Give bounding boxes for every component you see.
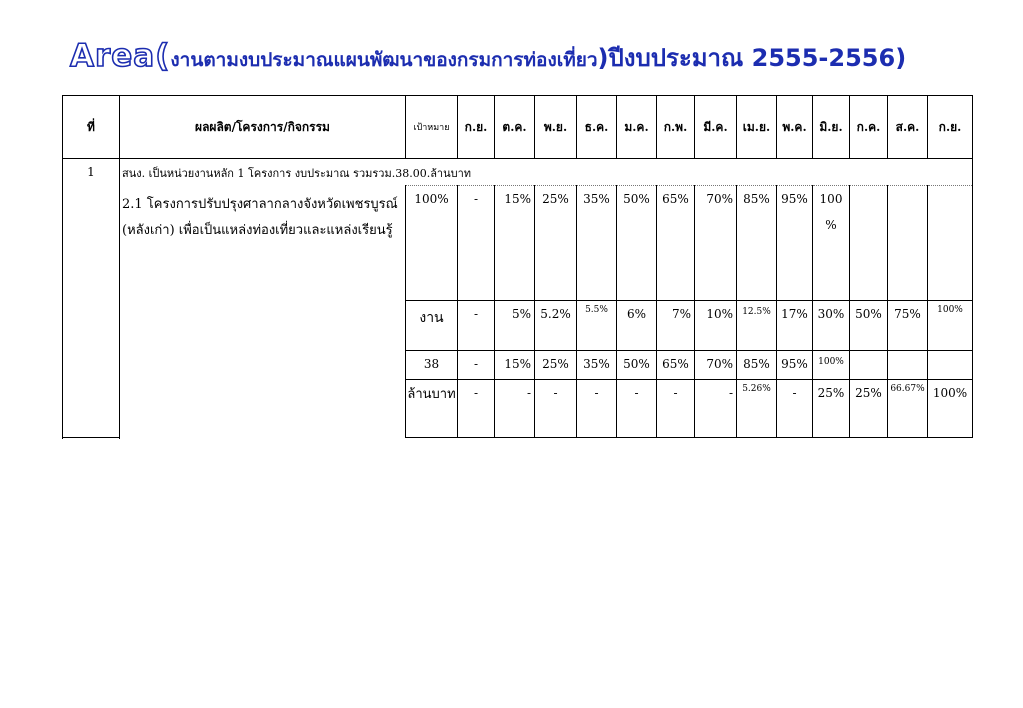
value-cell: 70%	[695, 351, 737, 380]
value-cell: -	[577, 380, 617, 438]
value-cell: 50%	[850, 301, 888, 351]
summary-row	[63, 159, 973, 186]
value-cell: -	[458, 301, 495, 351]
value-cell: -	[777, 380, 813, 438]
value-cell: -	[458, 380, 495, 438]
value-cell: 100 %	[813, 186, 850, 301]
value-cell: 5.2%	[535, 301, 577, 351]
value-cell: -	[535, 380, 577, 438]
value-cell: 30%	[813, 301, 850, 351]
value-cell: 5.5%	[577, 301, 617, 351]
value-cell: 100%	[813, 351, 850, 380]
header-month: มี.ค.	[695, 96, 737, 159]
header-output: ผลผลิต/โครงการ/กิจกรรม	[120, 96, 406, 159]
value-cell: 35%	[577, 186, 617, 301]
value-cell: -	[695, 380, 737, 438]
header-month: ก.ย.	[928, 96, 973, 159]
value-cell: 5.26%	[737, 380, 777, 438]
header-month: ก.ค.	[850, 96, 888, 159]
value-cell: 6%	[617, 301, 657, 351]
header-month: ส.ค.	[888, 96, 928, 159]
value-cell: 65%	[657, 351, 695, 380]
value-cell: -	[458, 351, 495, 380]
value-cell: 50%	[617, 186, 657, 301]
title-suffix: )ปีงบประมาณ 2555-2556)	[597, 44, 907, 72]
header-row	[63, 96, 973, 159]
target-cell: งาน	[406, 301, 458, 351]
value-cell: 35%	[577, 351, 617, 380]
value-cell: -	[657, 380, 695, 438]
value-cell: 5%	[495, 301, 535, 351]
value-cell: 25%	[850, 380, 888, 438]
target-cell: ล้านบาท	[406, 380, 458, 438]
value-cell: 75%	[888, 301, 928, 351]
value-cell: 17%	[777, 301, 813, 351]
header-month: ก.ย.	[458, 96, 495, 159]
value-cell: 95%	[777, 186, 813, 301]
header-month: เม.ย.	[737, 96, 777, 159]
value-cell: 15%	[495, 351, 535, 380]
value-cell	[888, 186, 928, 301]
value-cell: 66.67%	[888, 380, 928, 438]
progress-row-1	[63, 186, 973, 301]
value-cell: 65%	[657, 186, 695, 301]
value-cell: -	[617, 380, 657, 438]
target-cell: 38	[406, 351, 458, 380]
value-cell: 70%	[695, 186, 737, 301]
value-cell: 15%	[495, 186, 535, 301]
value-cell	[928, 351, 973, 380]
value-cell: 85%	[737, 186, 777, 301]
title-thai: งานตามงบประมาณแผนพัฒนาของกรมการท่องเที่ยว	[170, 49, 598, 71]
value-cell: 25%	[813, 380, 850, 438]
value-cell	[928, 186, 973, 301]
value-cell: 100%	[928, 301, 973, 351]
header-month: ก.พ.	[657, 96, 695, 159]
value-cell	[888, 351, 928, 380]
summary-text: สนง. เป็นหน่วยงานหลัก 1 โครงการ งบประมาณ รวมรวม.38.00.ล้านบาท	[120, 159, 973, 186]
header-month: ม.ค.	[617, 96, 657, 159]
value-cell: 100%	[928, 380, 973, 438]
project-description: 2.1 โครงการปรับปรุงศาลากลางจังหวัดเพชรบูรณ์ (หลังเก่า) เพื่อเป็นแหล่งท่องเที่ยวและแหล่งเรียนรู้	[120, 186, 406, 438]
value-cell: 7%	[657, 301, 695, 351]
value-cell: 12.5%	[737, 301, 777, 351]
value-cell	[850, 186, 888, 301]
header-month: พ.ย.	[535, 96, 577, 159]
header-no: ที่	[63, 96, 120, 159]
page-title	[70, 38, 970, 77]
title-latin: Area(	[70, 38, 171, 74]
value-cell: 25%	[535, 351, 577, 380]
header-month: พ.ค.	[777, 96, 813, 159]
value-cell	[850, 351, 888, 380]
value-cell: 10%	[695, 301, 737, 351]
value-cell: 95%	[777, 351, 813, 380]
header-target: เป้าหมาย	[406, 96, 458, 159]
row-number: 1	[63, 159, 120, 438]
value-cell: 50%	[617, 351, 657, 380]
header-month: ธ.ค.	[577, 96, 617, 159]
header-month: มิ.ย.	[813, 96, 850, 159]
budget-plan-table	[62, 95, 973, 438]
value-cell: -	[458, 186, 495, 301]
value-cell: -	[495, 380, 535, 438]
value-cell: 25%	[535, 186, 577, 301]
value-cell: 85%	[737, 351, 777, 380]
target-cell: 100%	[406, 186, 458, 301]
header-month: ต.ค.	[495, 96, 535, 159]
